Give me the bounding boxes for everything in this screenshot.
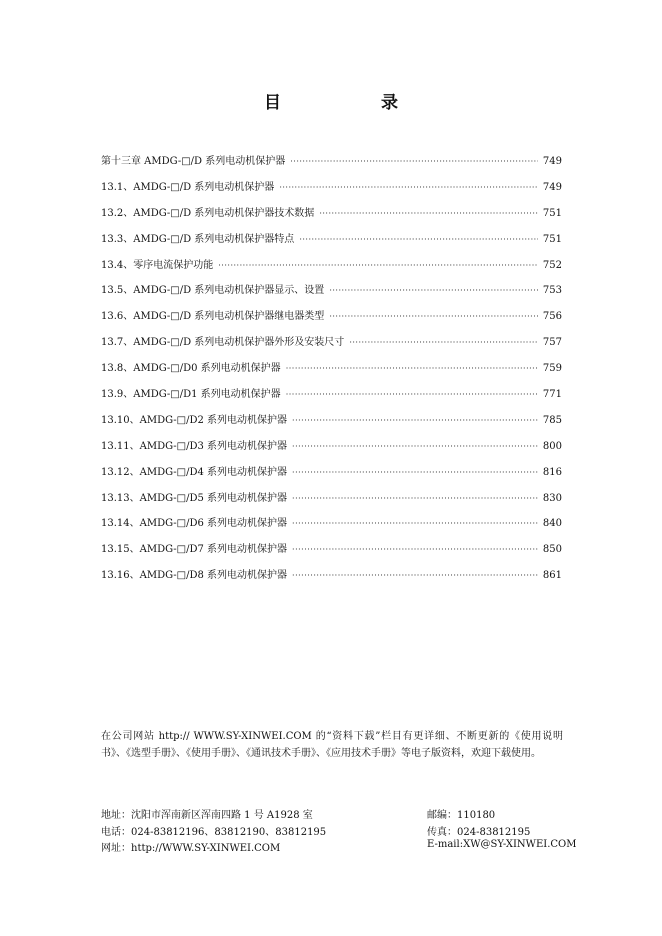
- toc-page: 771: [542, 389, 562, 401]
- toc-leader: [279, 183, 538, 192]
- toc-page: 840: [542, 518, 562, 530]
- toc-label: 13.1、AMDG-□/D 系列电动机保护器: [101, 181, 275, 193]
- toc-leader: [292, 519, 538, 528]
- toc-label: 13.7、AMDG-□/D 系列电动机保护器外形及安装尺寸: [101, 337, 345, 349]
- toc-entry[interactable]: [101, 385, 562, 411]
- toc-leader: [292, 571, 538, 580]
- website-link[interactable]: 网址：http://WWW.SY-XINWEI.COM: [101, 843, 281, 854]
- toc-page: 751: [542, 207, 562, 219]
- toc-label: 13.12、AMDG-□/D4 系列电动机保护器: [101, 466, 288, 478]
- toc-page: 756: [542, 311, 562, 323]
- postcode: 邮编：110180: [427, 810, 496, 821]
- toc-leader: [292, 442, 538, 451]
- toc-entry[interactable]: [101, 204, 562, 230]
- phone: 电话：024-83812196、83812190、83812195: [101, 826, 327, 838]
- download-note: 在公司网站 http:// WWW.SY-XINWEI.COM 的“资料下载”栏目有更详细、不断更新的《使用说明书》、《选型手册》、《使用手册》、《通讯技术手册》、《应用技术手册》等电子版资料，欢迎下载使用。: [101, 731, 563, 759]
- toc-leader: [292, 468, 538, 477]
- toc-page: 785: [542, 414, 562, 426]
- toc-leader: [329, 286, 538, 295]
- toc-page: 800: [542, 440, 562, 452]
- toc-label: 13.14、AMDG-□/D6 系列电动机保护器: [101, 518, 288, 530]
- toc-page: 757: [542, 337, 562, 349]
- toc-leader: [349, 338, 538, 347]
- toc-label: 13.16、AMDG-□/D8 系列电动机保护器: [101, 570, 288, 582]
- toc-entry[interactable]: [101, 307, 562, 333]
- toc-leader: [329, 312, 538, 321]
- toc-page: 749: [542, 181, 562, 193]
- toc-entry[interactable]: [101, 359, 562, 385]
- toc-entry[interactable]: [101, 514, 562, 540]
- email-link[interactable]: E-mail:XW@SY-XINWEI.COM: [427, 839, 577, 850]
- toc-page: 752: [542, 259, 562, 271]
- toc-label: 13.13、AMDG-□/D5 系列电动机保护器: [101, 492, 288, 504]
- toc-page: 749: [542, 156, 562, 167]
- toc-entry[interactable]: [101, 281, 562, 307]
- toc-page: 830: [542, 492, 562, 504]
- toc-leader: [292, 494, 538, 503]
- toc-entry[interactable]: [101, 437, 562, 463]
- toc-leader: [299, 235, 538, 244]
- toc-page: 850: [542, 544, 562, 556]
- title-char-2: 录: [381, 93, 398, 113]
- toc-label: 13.9、AMDG-□/D1 系列电动机保护器: [101, 389, 281, 401]
- toc-entry[interactable]: [101, 463, 562, 489]
- toc-entry[interactable]: [101, 256, 562, 282]
- toc-label: 第十三章 AMDG-□/D 系列电动机保护器: [101, 156, 286, 167]
- page-title: [0, 88, 662, 112]
- toc-label: 13.6、AMDG-□/D 系列电动机保护器继电器类型: [101, 311, 325, 323]
- toc-leader: [218, 261, 538, 270]
- toc-leader: [319, 209, 538, 218]
- fax: 传真：024-83812195: [427, 826, 531, 838]
- toc-entry[interactable]: [101, 178, 562, 204]
- toc-label: 13.8、AMDG-□/D0 系列电动机保护器: [101, 363, 281, 375]
- toc-label: 13.3、AMDG-□/D 系列电动机保护器特点: [101, 233, 295, 245]
- toc-page: 861: [542, 570, 562, 582]
- table-of-contents: [101, 152, 562, 592]
- toc-entry[interactable]: [101, 152, 562, 178]
- toc-page: 759: [542, 363, 562, 375]
- toc-page: 751: [542, 233, 562, 245]
- toc-label: 13.15、AMDG-□/D7 系列电动机保护器: [101, 544, 288, 556]
- toc-leader: [286, 390, 538, 399]
- toc-entry[interactable]: [101, 566, 562, 592]
- toc-label: 13.4、零序电流保护功能: [101, 259, 214, 271]
- toc-label: 13.11、AMDG-□/D3 系列电动机保护器: [101, 440, 288, 452]
- toc-label: 13.10、AMDG-□/D2 系列电动机保护器: [101, 414, 288, 426]
- contact-info: [101, 806, 577, 856]
- toc-leader: [286, 364, 538, 373]
- toc-leader: [292, 416, 538, 425]
- toc-entry[interactable]: [101, 489, 562, 515]
- title-char-1: 目: [264, 93, 281, 113]
- toc-leader: [292, 545, 538, 554]
- toc-entry[interactable]: [101, 333, 562, 359]
- toc-page: 753: [542, 285, 562, 297]
- toc-entry[interactable]: [101, 411, 562, 437]
- toc-entry[interactable]: [101, 230, 562, 256]
- toc-label: 13.5、AMDG-□/D 系列电动机保护器显示、设置: [101, 285, 325, 297]
- toc-label: 13.2、AMDG-□/D 系列电动机保护器技术数据: [101, 207, 315, 219]
- toc-entry[interactable]: [101, 540, 562, 566]
- toc-page: 816: [542, 466, 562, 478]
- toc-leader: [290, 157, 538, 166]
- address: 地址：沈阳市浑南新区浑南四路 1 号 A1928 室: [101, 810, 313, 821]
